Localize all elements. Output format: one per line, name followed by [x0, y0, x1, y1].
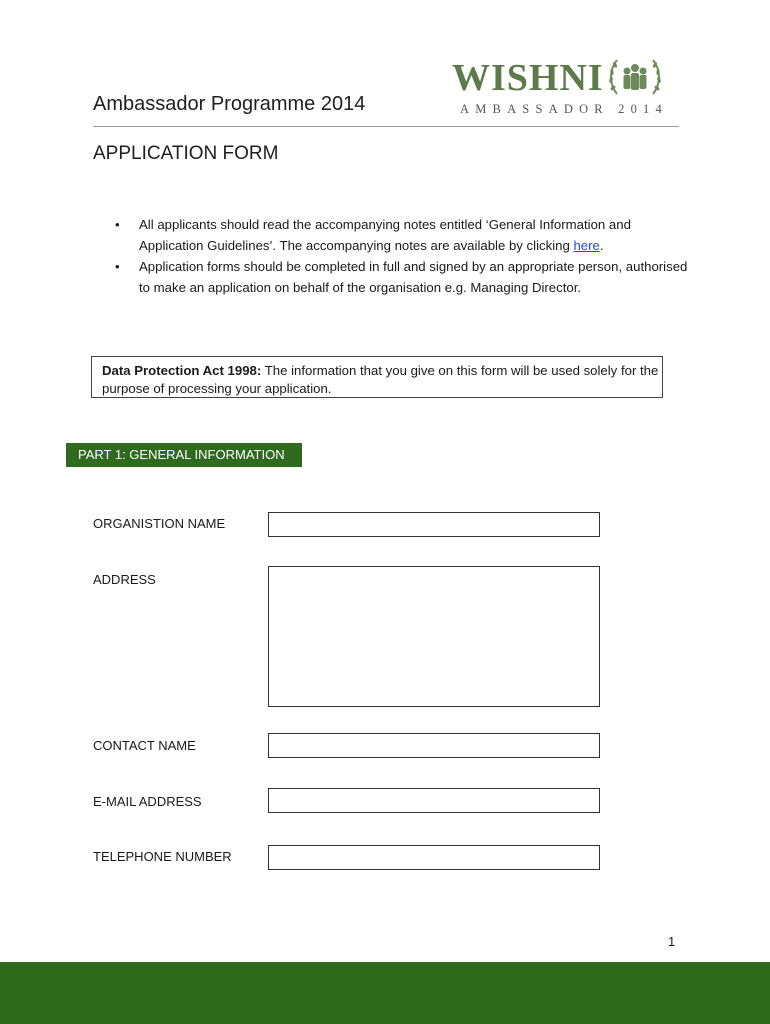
instruction-suffix: . — [599, 238, 604, 253]
bullet-icon: • — [115, 217, 120, 232]
instruction-item — [107, 214, 697, 256]
logo-wordmark: WISHNI — [452, 57, 604, 99]
instruction-text: Application forms should be completed in full and signed by an appropriate person, authorised to make an application on behalf of the organisation e.g. Managing Director. — [139, 259, 688, 295]
data-protection-label: Data Protection Act 1998: — [102, 363, 262, 378]
organisation-name-input[interactable] — [268, 512, 600, 537]
contact-name-input[interactable] — [268, 733, 600, 758]
wishni-logo — [452, 54, 670, 120]
data-protection-text: The information that you give on this form will be used solely for the purpose of processing your application. — [102, 363, 659, 396]
email-label: E-MAIL ADDRESS — [93, 794, 202, 809]
header-title: Ambassador Programme 2014 — [93, 93, 366, 115]
address-label: ADDRESS — [93, 572, 156, 587]
header-divider — [93, 126, 679, 127]
address-input[interactable] — [268, 566, 600, 707]
email-input[interactable] — [268, 788, 600, 813]
instruction-item — [107, 256, 697, 298]
data-protection-notice — [91, 356, 663, 398]
part1-banner: PART 1: GENERAL INFORMATION — [66, 443, 304, 467]
bullet-icon: • — [115, 259, 120, 274]
laurel-people-icon — [607, 54, 663, 102]
guidelines-link[interactable]: here — [573, 238, 600, 253]
page-number: 1 — [668, 934, 676, 949]
contact-name-label: CONTACT NAME — [93, 738, 196, 753]
logo-subtitle: AMBASSADOR 2014 — [460, 102, 668, 116]
telephone-label: TELEPHONE NUMBER — [93, 849, 232, 864]
organisation-name-label: ORGANISTION NAME — [93, 516, 226, 531]
footer-bar — [0, 962, 770, 1024]
telephone-input[interactable] — [268, 845, 600, 870]
instruction-text: All applicants should read the accompanying notes entitled ‘General Information and Application Guidelines’. The accompanying notes are available by clicking — [139, 217, 631, 253]
form-title: APPLICATION FORM — [93, 143, 279, 164]
instructions-list — [107, 214, 697, 298]
